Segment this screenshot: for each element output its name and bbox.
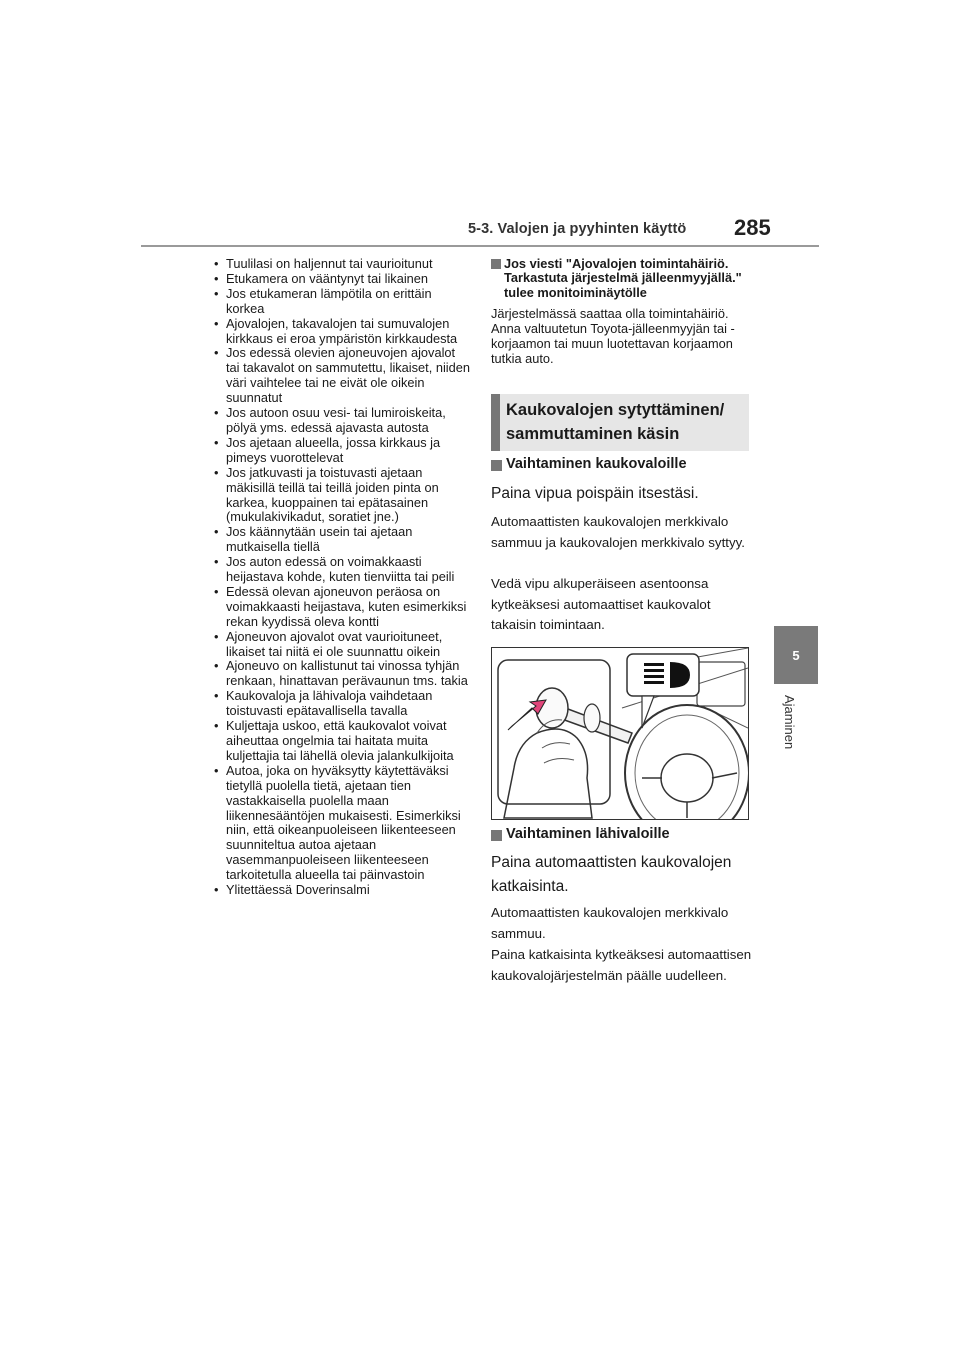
list-item: • Jos käännytään usein tai ajetaan mutkaisella tiellä: [214, 525, 470, 555]
message-heading-text: Jos viesti "Ajovalojen toimintahäiriö. Tarkastuta järjestelmä jälleenmyyjällä." tulee monitoiminäytölle: [504, 256, 742, 300]
message-body: Järjestelmässä saattaa olla toimintahäiriö. Anna valtuutetun Toyota-jälleenmyyjän tai -korjaamon tai muun luotettavan korjaamon tutkia auto.: [491, 306, 735, 366]
list-item: • Ajoneuvo on kallistunut tai vinossa tyhjän renkaan, hinattavan perävaunun tms. takia: [214, 659, 470, 689]
list-item: • Jos autoon osuu vesi- tai lumiroiskeita, pölyä yms. edessä ajavasta autosta: [214, 406, 470, 436]
header-divider: [141, 245, 819, 247]
square-bullet-icon: [491, 460, 502, 471]
lever-drawing: [492, 648, 748, 819]
list-item: • Jos edessä olevien ajoneuvojen ajovalot tai takavalot on sammutettu, likaiset, niiden väri vaihtelee tai ne eivät ole oikein suunnatut: [214, 346, 470, 406]
list-item: • Jos etukameran lämpötila on erittäin korkea: [214, 287, 470, 317]
list-item: • Tuulilasi on haljennut tai vaurioitunut: [214, 257, 470, 272]
list-item: • Ajovalojen, takavalojen tai sumuvalojen kirkkaus ei eroa ympäristön kirkkaudesta: [214, 317, 470, 347]
high-beam-note-1: Automaattisten kaukovalojen merkkivalo sammuu ja kaukovalojen merkkivalo syttyy.: [491, 514, 745, 550]
page-number: 285: [734, 215, 771, 240]
chapter-number: 5: [792, 647, 800, 663]
section-title-box: [491, 394, 749, 451]
low-beam-note-1: Automaattisten kaukovalojen merkkivalo sammuu.: [491, 905, 729, 941]
section-title-line-2: sammuttaminen käsin: [506, 425, 680, 443]
list-item: • Jos jatkuvasti ja toistuvasti ajetaan mäkisillä teillä tai teillä joiden pinta on karkea, kuoppainen tai epätasainen (mukulakivikadut, soratiet jne.): [214, 466, 470, 526]
lever-illustration: [491, 647, 749, 820]
section-title: 5-3. Valojen ja pyyhinten käyttö: [468, 221, 687, 237]
low-beam-action: Paina automaattisten kaukovalojen katkaisinta.: [491, 854, 732, 895]
list-item: • Kuljettaja uskoo, että kaukovalot voivat aiheuttaa ongelmia tai haitata muita kuljettajia tai lähellä olevia jalankulkijoita: [214, 719, 470, 764]
low-beam-note-2: Paina katkaisinta kytkeäksesi automaattisen kaukovalojärjestelmän päälle uudelleen.: [491, 947, 752, 983]
low-beam-heading: [491, 826, 670, 842]
list-item: • Ajoneuvon ajovalot ovat vaurioituneet, likaiset tai niitä ei ole suunnattu oikein: [214, 630, 470, 660]
chapter-label: Ajaminen: [782, 695, 797, 750]
high-beam-heading-text: Vaihtaminen kaukovaloille: [506, 456, 687, 472]
list-item: • Autoa, joka on hyväksytty käytettäväksi tietyllä puolella tietä, ajetaan tien vastakkaisella puolella maan liikennesääntöjen mukaisesti. Esimerkiksi niin, että oikeanpuoleiseen liikenteeseen suunniteltua autoa ajetaan vasemmanpuoleiseen liikenteeseen tarkoitetulla alueella tai päinvastoin: [214, 764, 470, 883]
list-item: • Jos ajetaan alueella, jossa kirkkaus ja pimeys vuorottelevat: [214, 436, 470, 466]
high-beam-note-2: Vedä vipu alkuperäiseen asentoonsa kytkeäksesi automaattiset kaukovalot takaisin toimintaan.: [491, 576, 711, 633]
conditions-column: [214, 257, 470, 898]
list-item: • Edessä olevan ajoneuvon peräosa on voimakkaasti heijastava, kuten esimerkiksi rekan kyydissä oleva kontti: [214, 585, 470, 630]
low-beam-heading-text: Vaihtaminen lähivaloille: [506, 826, 670, 842]
list-item: • Jos auton edessä on voimakkaasti heijastava kohde, kuten tienviitta tai peili: [214, 555, 470, 585]
section-title-line-1: Kaukovalojen sytyttäminen/: [506, 401, 725, 419]
square-bullet-icon: [491, 259, 501, 269]
conditions-list: [214, 257, 470, 898]
high-beam-action: Paina vipua poispäin itsestäsi.: [491, 485, 699, 502]
chapter-tab: [774, 626, 818, 684]
list-item: • Ylitettäessä Doverinsalmi: [214, 883, 470, 898]
list-item: • Kaukovaloja ja lähivaloja vaihdetaan toistuvasti epätavallisella tavalla: [214, 689, 470, 719]
list-item: • Etukamera on vääntynyt tai likainen: [214, 272, 470, 287]
square-bullet-icon: [491, 830, 502, 841]
message-heading: [491, 257, 757, 300]
high-beam-heading: [491, 456, 687, 472]
message-block: [491, 257, 757, 367]
